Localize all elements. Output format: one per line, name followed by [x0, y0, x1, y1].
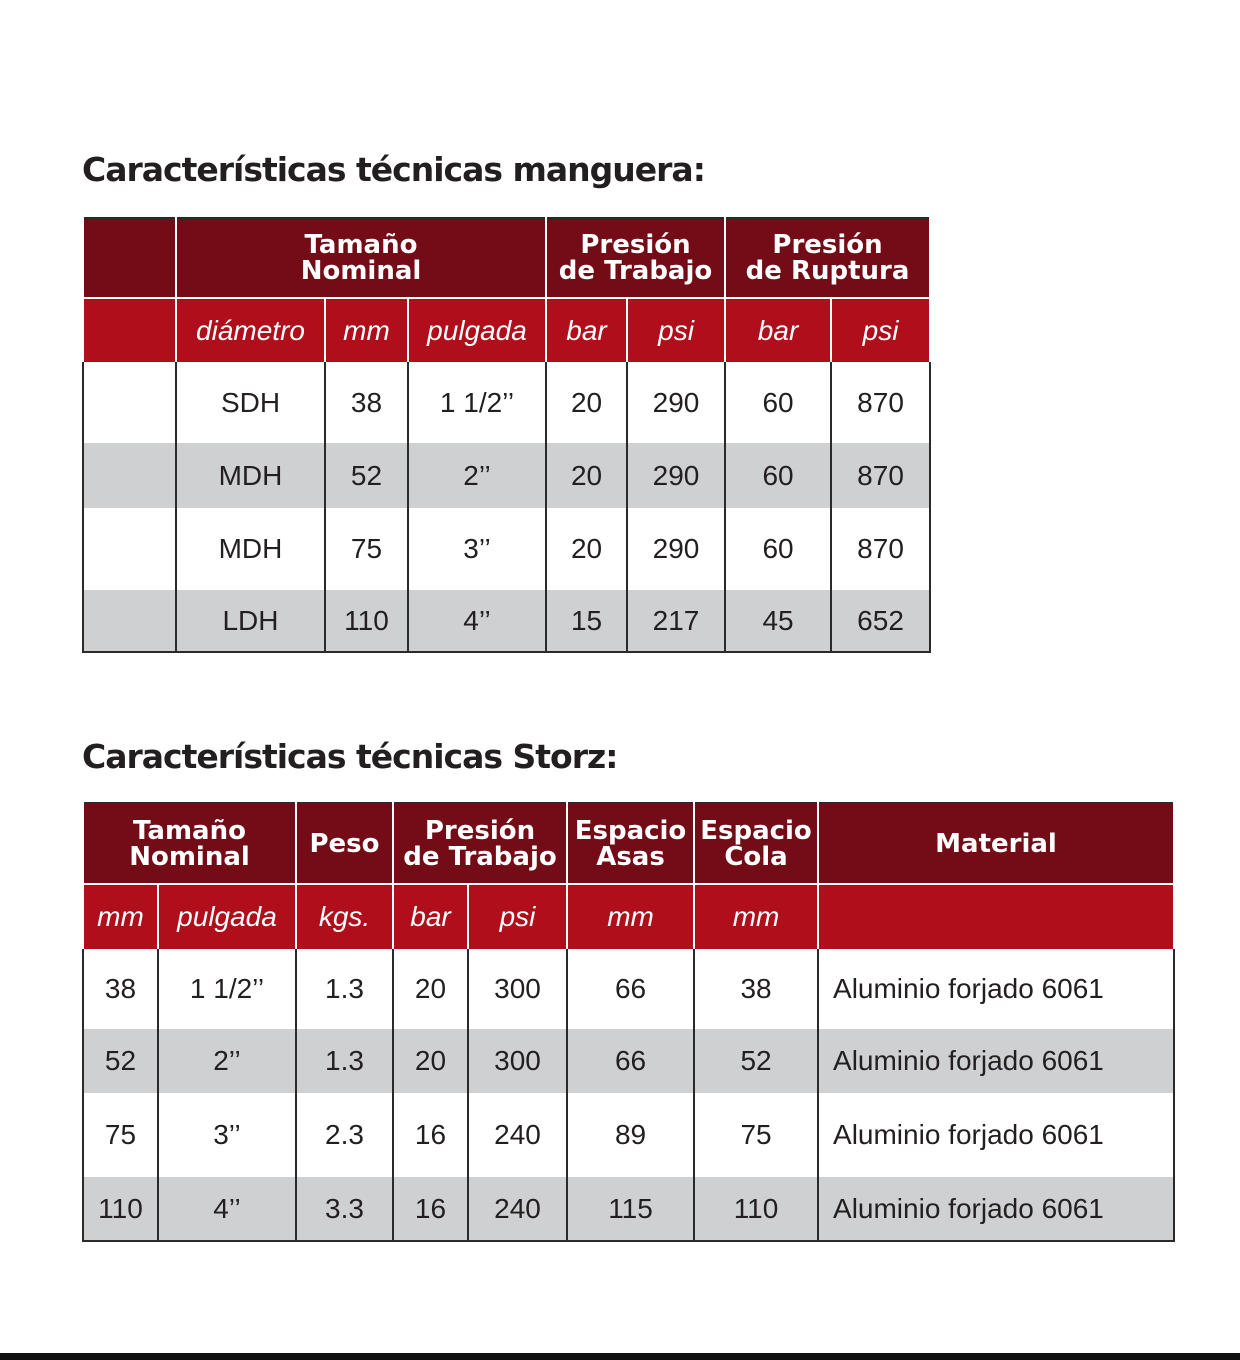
storz-header-lugs-line2: Asas	[596, 841, 665, 872]
table-cell: 1 1/2’’	[158, 949, 296, 1029]
table-cell: 16	[393, 1177, 468, 1241]
material-cell: Aluminio forjado 6061	[818, 1029, 1174, 1093]
table-cell: 52	[325, 443, 408, 508]
table-cell: 300	[468, 949, 567, 1029]
hose-section-title: Características técnicas manguera:	[82, 150, 705, 189]
hose-header-nominal-line2: Nominal	[300, 256, 422, 286]
table-cell: 110	[83, 1177, 158, 1241]
table-cell: 3’’	[408, 508, 546, 590]
storz-subheader-cell: psi	[468, 884, 567, 949]
row-blank-cell	[83, 443, 176, 508]
table-cell: 15	[546, 590, 627, 652]
storz-header-tail-spacing	[694, 803, 818, 884]
table-cell: 38	[83, 949, 158, 1029]
table-row	[83, 590, 930, 652]
hose-subheader-cell: bar	[546, 298, 627, 362]
material-cell: Aluminio forjado 6061	[818, 1093, 1174, 1177]
storz-subheader-cell: mm	[83, 884, 158, 949]
table-cell: 290	[627, 362, 725, 443]
hose-subheader-cell: diámetro	[176, 298, 325, 362]
hose-spec-table	[82, 217, 931, 653]
storz-header-tail-line1: Espacio	[700, 815, 812, 846]
storz-subheader-cell	[818, 884, 1174, 949]
row-blank-cell	[83, 508, 176, 590]
table-cell: 45	[725, 590, 831, 652]
table-cell: 52	[83, 1029, 158, 1093]
storz-spec-table	[82, 802, 1175, 1242]
table-row	[83, 1093, 1174, 1177]
hose-header-nominal-line1: Tamaño	[304, 230, 418, 260]
table-cell: 870	[831, 443, 930, 508]
storz-subheader-cell: pulgada	[158, 884, 296, 949]
table-cell: LDH	[176, 590, 325, 652]
storz-header-tail-line2: Cola	[724, 841, 788, 872]
table-cell: 52	[694, 1029, 818, 1093]
table-cell: 66	[567, 1029, 694, 1093]
hose-header-burst-pressure	[725, 218, 930, 298]
table-row	[83, 949, 1174, 1029]
table-cell: 20	[546, 362, 627, 443]
table-cell: 240	[468, 1093, 567, 1177]
table-cell: 38	[694, 949, 818, 1029]
table-row	[83, 1177, 1174, 1241]
table-cell: 1.3	[296, 1029, 393, 1093]
table-cell: 290	[627, 443, 725, 508]
table-cell: 16	[393, 1093, 468, 1177]
hose-subheader-cell: bar	[725, 298, 831, 362]
table-cell: 870	[831, 362, 930, 443]
storz-header-working-pressure	[393, 803, 567, 884]
table-cell: 20	[546, 443, 627, 508]
material-cell: Aluminio forjado 6061	[818, 949, 1174, 1029]
hose-subheader-cell: psi	[831, 298, 930, 362]
table-cell: 38	[325, 362, 408, 443]
table-cell: 290	[627, 508, 725, 590]
table-cell: 60	[725, 443, 831, 508]
table-cell: 2’’	[158, 1029, 296, 1093]
table-cell: 3.3	[296, 1177, 393, 1241]
hose-header-burst-line1: Presión	[772, 230, 883, 260]
storz-header-material: Material	[818, 803, 1174, 884]
hose-header-blank	[83, 218, 176, 298]
table-cell: 60	[725, 508, 831, 590]
storz-header-work-line2: de Trabajo	[403, 841, 557, 872]
table-row	[83, 362, 930, 443]
hose-header-working-pressure	[546, 218, 725, 298]
table-cell: 110	[325, 590, 408, 652]
row-blank-cell	[83, 590, 176, 652]
table-cell: SDH	[176, 362, 325, 443]
table-cell: 89	[567, 1093, 694, 1177]
storz-header-nominal-line1: Tamaño	[133, 815, 246, 846]
table-cell: 110	[694, 1177, 818, 1241]
table-cell: 115	[567, 1177, 694, 1241]
hose-header-row	[83, 218, 930, 298]
table-cell: 652	[831, 590, 930, 652]
hose-subheader-cell: mm	[325, 298, 408, 362]
storz-header-weight: Peso	[296, 803, 393, 884]
storz-header-work-line1: Presión	[424, 815, 536, 846]
hose-subheader-cell: psi	[627, 298, 725, 362]
table-cell: 75	[694, 1093, 818, 1177]
table-cell: 4’’	[408, 590, 546, 652]
storz-subheader-cell: bar	[393, 884, 468, 949]
storz-header-lugs-line1: Espacio	[574, 815, 687, 846]
hose-subheader-cell: pulgada	[408, 298, 546, 362]
table-row	[83, 1029, 1174, 1093]
table-cell: 217	[627, 590, 725, 652]
table-cell: 20	[393, 949, 468, 1029]
hose-header-work-line2: de Trabajo	[558, 256, 713, 286]
table-cell: 2.3	[296, 1093, 393, 1177]
table-cell: 870	[831, 508, 930, 590]
hose-header-work-line1: Presión	[580, 230, 691, 260]
table-row	[83, 508, 930, 590]
storz-subheader-row	[83, 884, 1174, 949]
table-cell: 240	[468, 1177, 567, 1241]
hose-subheader-blank	[83, 298, 176, 362]
table-cell: 66	[567, 949, 694, 1029]
table-cell: 20	[546, 508, 627, 590]
table-cell: 75	[83, 1093, 158, 1177]
table-cell: 3’’	[158, 1093, 296, 1177]
table-cell: 20	[393, 1029, 468, 1093]
table-row	[83, 443, 930, 508]
storz-header-nominal-size	[83, 803, 296, 884]
hose-header-nominal-size	[176, 218, 546, 298]
table-cell: 1 1/2’’	[408, 362, 546, 443]
table-cell: 60	[725, 362, 831, 443]
storz-header-row	[83, 803, 1174, 884]
storz-header-nominal-line2: Nominal	[129, 841, 250, 872]
table-cell: 4’’	[158, 1177, 296, 1241]
table-cell: MDH	[176, 443, 325, 508]
storz-header-lug-spacing	[567, 803, 694, 884]
hose-subheader-row	[83, 298, 930, 362]
table-cell: 300	[468, 1029, 567, 1093]
bottom-border-bar	[0, 1353, 1240, 1360]
storz-subheader-cell: mm	[567, 884, 694, 949]
hose-header-burst-line2: de Ruptura	[745, 256, 910, 286]
storz-subheader-cell: mm	[694, 884, 818, 949]
storz-section-title: Características técnicas Storz:	[82, 737, 618, 776]
table-cell: 2’’	[408, 443, 546, 508]
storz-subheader-cell: kgs.	[296, 884, 393, 949]
material-cell: Aluminio forjado 6061	[818, 1177, 1174, 1241]
table-cell: MDH	[176, 508, 325, 590]
table-cell: 75	[325, 508, 408, 590]
row-blank-cell	[83, 362, 176, 443]
table-cell: 1.3	[296, 949, 393, 1029]
